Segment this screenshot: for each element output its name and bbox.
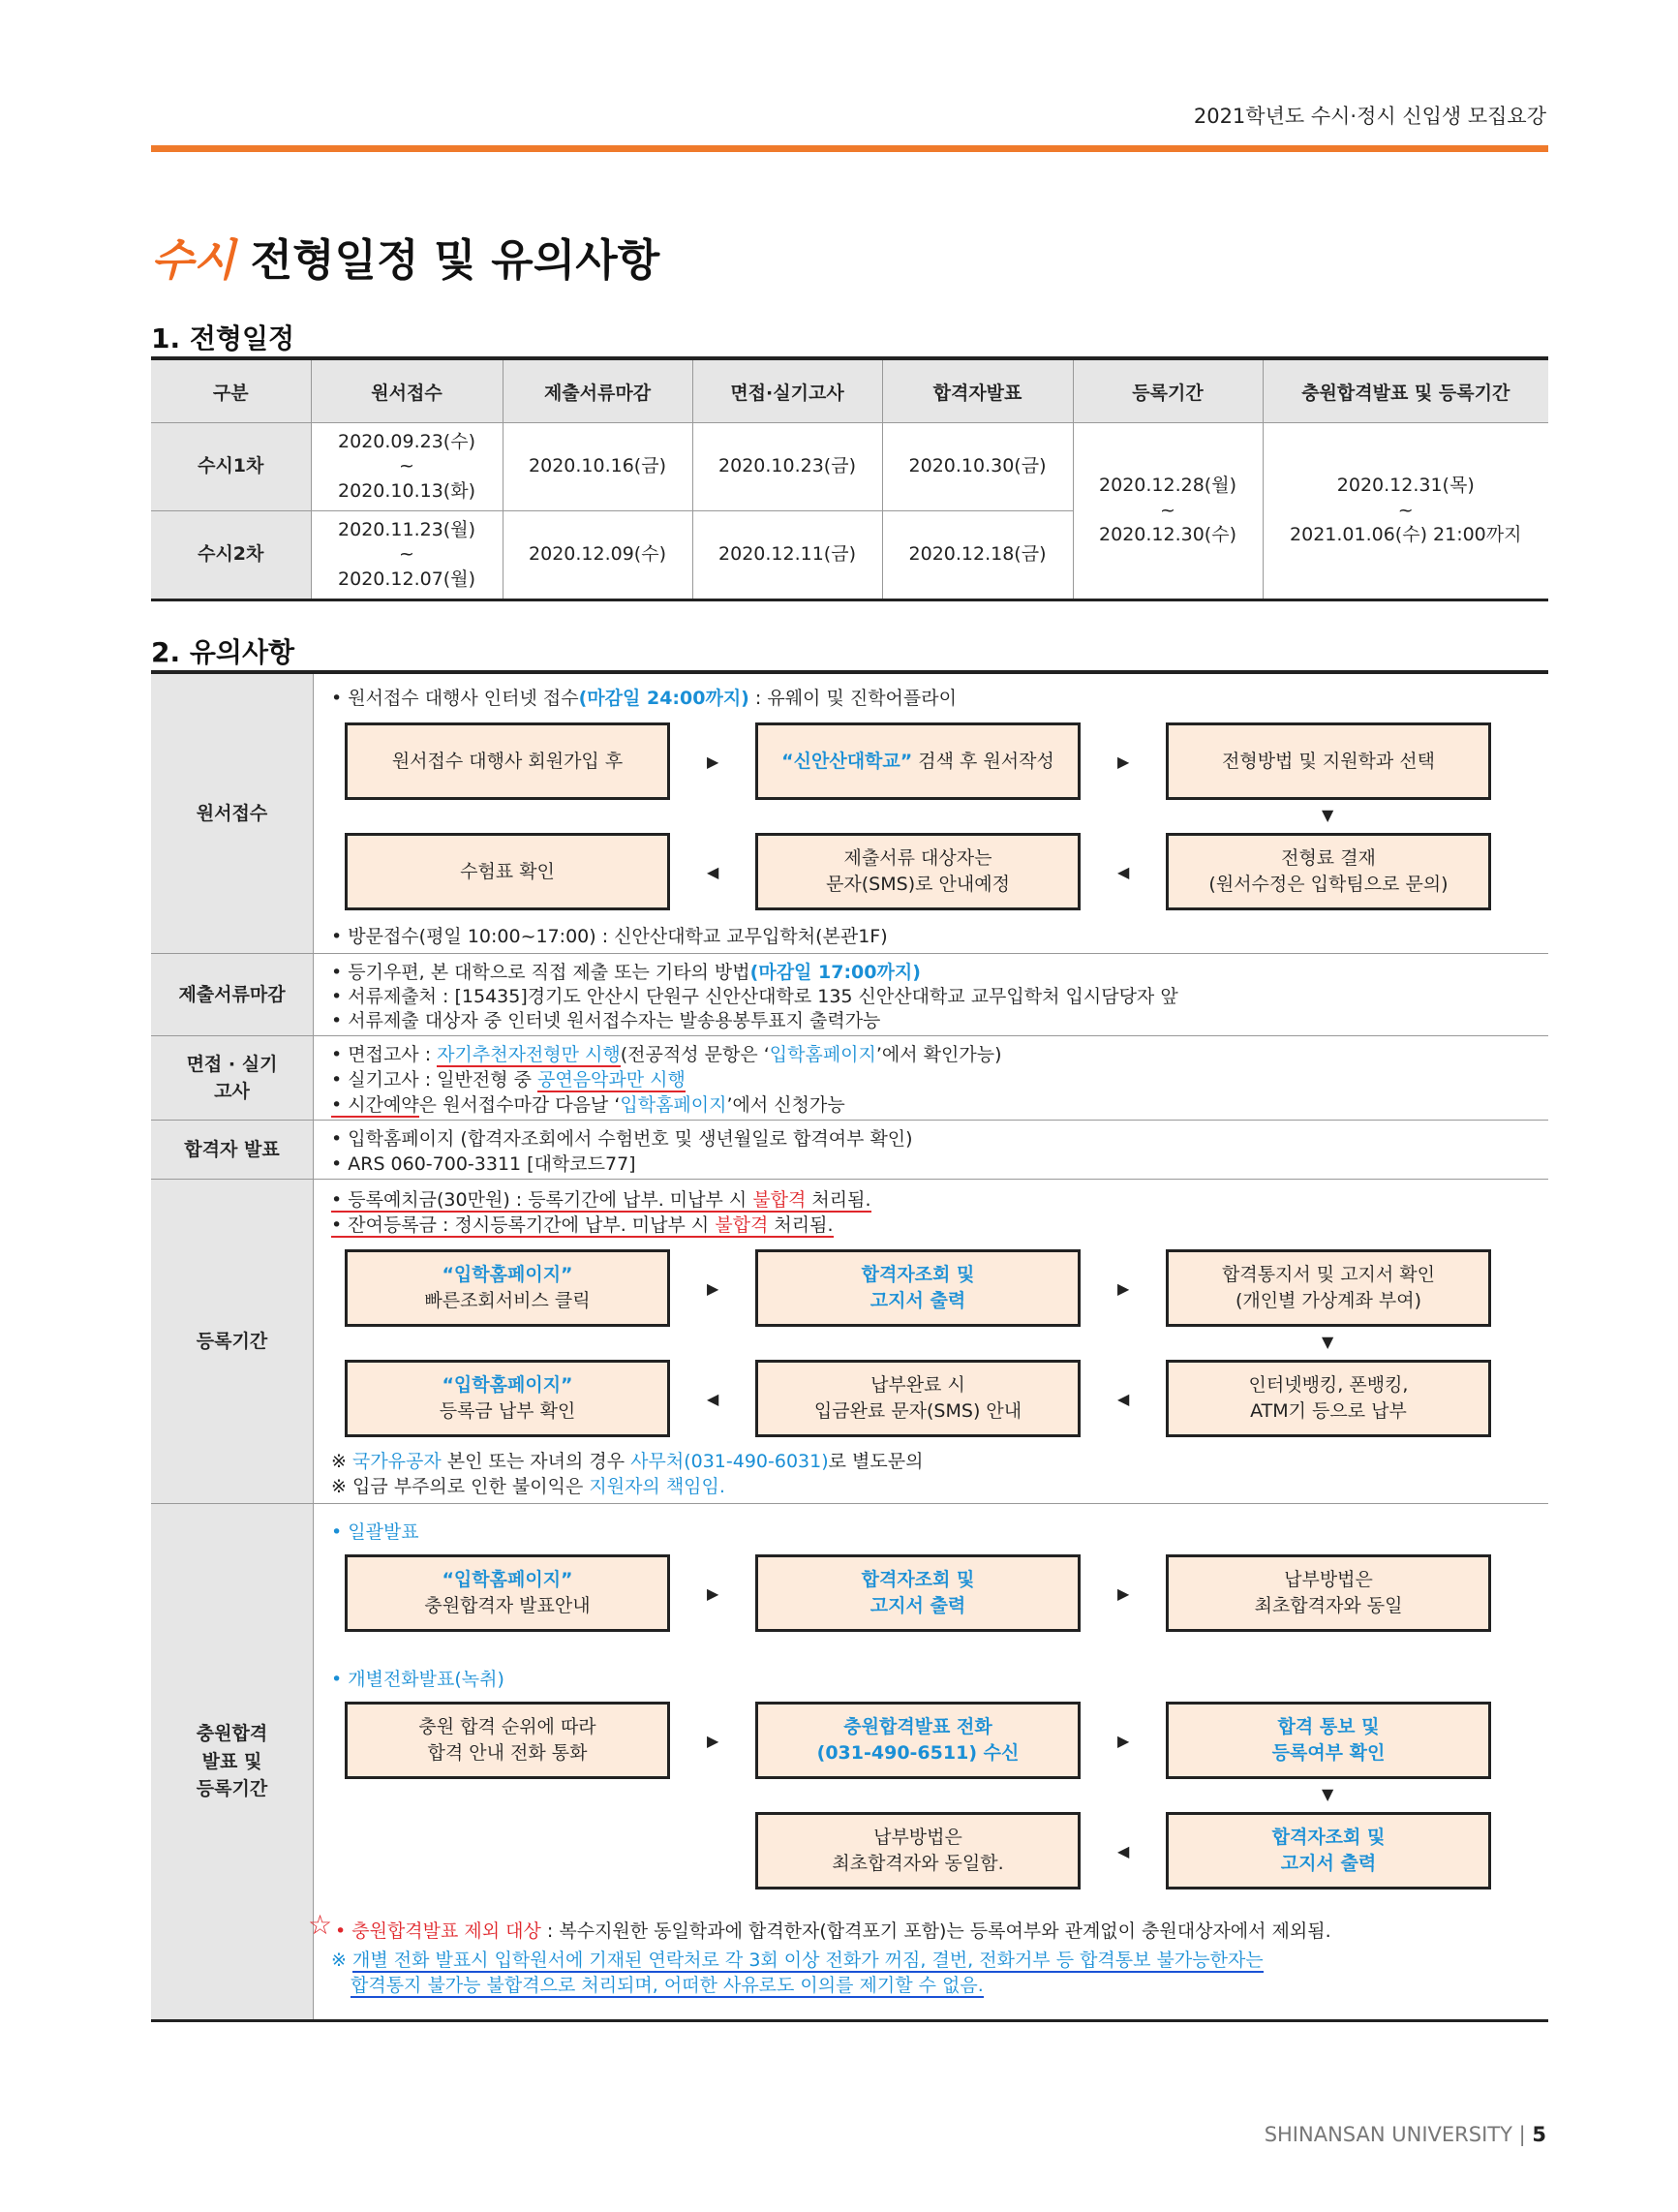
flow-box-invoice3: 합격자조회 및 고지서 출력 <box>1166 1812 1491 1889</box>
arrow-left-icon: ◀ <box>707 1390 719 1408</box>
arrow-right-icon: ▶ <box>1117 1732 1130 1750</box>
reg-note2: ※ 입금 부주의로 인한 불이익은 지원자의 책임임. <box>331 1476 725 1497</box>
star-icon: ☆ <box>308 1909 333 1941</box>
col-header: 제출서류마감 <box>503 358 692 423</box>
result-date: 2020.12.18(금) <box>882 511 1073 600</box>
exam-line1: • 면접고사 : 자기추천자전형만 시행(전공적성 문항은 ‘입학홈페이지’에서 확인가능) <box>331 1044 1002 1065</box>
table-row <box>151 423 1548 511</box>
row-label: 수시2차 <box>151 511 311 600</box>
notes-table <box>151 670 1548 2022</box>
running-header: 2021학년도 수시·정시 신입생 모집요강 <box>1193 105 1546 128</box>
footer: SHINANSAN UNIVERSITY | 5 <box>1264 2123 1546 2146</box>
docs-deadline: 2020.12.09(수) <box>503 511 692 600</box>
row-label: 원서접수 <box>151 672 314 954</box>
reg-period: 2020.12.28(월) ~ 2020.12.30(수) <box>1073 423 1263 600</box>
flow-box-sms: 제출서류 대상자는 문자(SMS)로 안내예정 <box>755 833 1081 910</box>
row-label: 제출서류마감 <box>151 954 314 1036</box>
col-header: 원서접수 <box>311 358 503 423</box>
flow-box-confirm: 합격통지서 및 고지서 확인 (개인별 가상계좌 부여) <box>1166 1249 1491 1327</box>
flow-box-paycheck: “입학홈페이지” 등록금 납부 확인 <box>345 1360 670 1437</box>
arrow-right-icon: ▶ <box>707 753 719 771</box>
title-text: 전형일정 및 유의사항 <box>234 234 660 286</box>
arrow-left-icon: ◀ <box>1117 863 1130 881</box>
notes-row-docs <box>151 954 1548 1036</box>
flow-box-ticket: 수험표 확인 <box>345 833 670 910</box>
row-label: 충원합격 발표 및 등록기간 <box>151 1504 314 2021</box>
col-header: 구분 <box>151 358 311 423</box>
arrow-right-icon: ▶ <box>707 1732 719 1750</box>
schedule-table <box>151 356 1548 601</box>
exam-line2: • 실기고사 : 일반전형 중 공연음악과만 시행 <box>331 1069 686 1091</box>
page-number: 5 <box>1532 2123 1546 2146</box>
notes-row-extra <box>151 1504 1548 2021</box>
arrow-down-icon: ▼ <box>1322 1785 1334 1803</box>
col-header: 면접·실기고사 <box>692 358 882 423</box>
apply-period: 2020.11.23(월) ~ 2020.12.07(월) <box>311 511 503 600</box>
extra-note2: ※ 개별 전화 발표시 입학원서에 기재된 연락처로 각 3회 이상 전화가 꺼짐, 결번, 전화거부 등 합격통보 불가능한자는 <box>331 1950 1264 1971</box>
extra-note3: 합격통지 불가능 불합격으로 처리되며, 어떠한 사유로도 이의를 제기할 수 없음. <box>351 1975 984 1996</box>
docs-line2: • 서류제출처 : [15435]경기도 안산시 단원구 신안산대학로 135 신안산대학교 교무입학처 입시담당자 앞 <box>331 986 1178 1007</box>
row-label: 합격자 발표 <box>151 1121 314 1180</box>
section-title-notes: 2. 유의사항 <box>151 636 295 668</box>
result-content <box>314 1121 1549 1180</box>
flow-box-quicksearch: “입학홈페이지” 빠른조회서비스 클릭 <box>345 1249 670 1327</box>
reg-content <box>314 1180 1549 1504</box>
notes-row-result <box>151 1121 1548 1180</box>
apply-period: 2020.09.23(수) ~ 2020.10.13(화) <box>311 423 503 511</box>
extra-sub1: • 일괄발표 <box>331 1521 419 1543</box>
arrow-left-icon: ◀ <box>1117 1390 1130 1408</box>
apply-content <box>314 672 1549 954</box>
exam-date: 2020.10.23(금) <box>692 423 882 511</box>
page-title <box>151 225 659 288</box>
arrow-down-icon: ▼ <box>1322 806 1334 824</box>
flow-box-same-pay: 납부방법은 최초합격자와 동일 <box>1166 1554 1491 1632</box>
flow-box-signup: 원서접수 대행사 회원가입 후 <box>345 722 670 800</box>
title-accent: 수시 <box>151 234 235 286</box>
header-rule <box>151 145 1548 152</box>
flow-box-banking: 인터넷뱅킹, 폰뱅킹, ATM기 등으로 납부 <box>1166 1360 1491 1437</box>
arrow-left-icon: ◀ <box>707 863 719 881</box>
arrow-left-icon: ◀ <box>1117 1842 1130 1860</box>
schedule-header-row <box>151 358 1548 423</box>
docs-deadline: 2020.10.16(금) <box>503 423 692 511</box>
row-label: 수시1차 <box>151 423 311 511</box>
flow-box-call-receive: 충원합격발표 전화 (031-490-6511) 수신 <box>755 1702 1081 1779</box>
flow-box-confirm-reg: 합격 통보 및 등록여부 확인 <box>1166 1702 1491 1779</box>
section-title-schedule: 1. 전형일정 <box>151 323 295 354</box>
arrow-down-icon: ▼ <box>1322 1333 1334 1351</box>
reg-line1: • 등록예치금(30만원) : 등록기간에 납부. 미납부 시 불합격 처리됨. <box>331 1189 871 1211</box>
arrow-right-icon: ▶ <box>1117 1584 1130 1603</box>
col-header: 등록기간 <box>1073 358 1263 423</box>
row-label: 면접 · 실기 고사 <box>151 1036 314 1121</box>
docs-line3: • 서류제출 대상자 중 인터넷 원서접수자는 발송용봉투표지 출력가능 <box>331 1010 881 1031</box>
flow-box-announce: “입학홈페이지” 충원합격자 발표안내 <box>345 1554 670 1632</box>
result-date: 2020.10.30(금) <box>882 423 1073 511</box>
arrow-right-icon: ▶ <box>1117 753 1130 771</box>
extra-content <box>308 1504 1549 2021</box>
notes-row-reg <box>151 1180 1548 1504</box>
result-line1: • 입학홈페이지 (합격자조회에서 수험번호 및 생년월일로 합격여부 확인) <box>331 1128 913 1150</box>
docs-content <box>314 954 1549 1036</box>
apply-line1: • 원서접수 대행사 인터넷 접수(마감일 24:00까지) : 유웨이 및 진학어플라이 <box>331 688 957 709</box>
col-header: 충원합격발표 및 등록기간 <box>1263 358 1548 423</box>
footer-university: SHINANSAN UNIVERSITY <box>1264 2123 1512 2146</box>
flow-box-same-pay2: 납부방법은 최초합격자와 동일함. <box>755 1812 1081 1889</box>
flow-box-search: “신안산대학교” 검색 후 원서작성 <box>755 722 1081 800</box>
flow-box-select: 전형방법 및 지원학과 선택 <box>1166 722 1491 800</box>
col-header: 합격자발표 <box>882 358 1073 423</box>
flow-box-paid-sms: 납부완료 시 입금완료 문자(SMS) 안내 <box>755 1360 1081 1437</box>
result-line2: • ARS 060-700-3311 [대학코드77] <box>331 1153 636 1175</box>
exam-content <box>314 1036 1549 1121</box>
arrow-right-icon: ▶ <box>707 1279 719 1298</box>
exam-date: 2020.12.11(금) <box>692 511 882 600</box>
flow-box-invoice: 합격자조회 및 고지서 출력 <box>755 1249 1081 1327</box>
extra-sub2: • 개별전화발표(녹취) <box>331 1669 504 1690</box>
notes-row-apply <box>151 672 1548 954</box>
notes-row-exam <box>151 1036 1548 1121</box>
apply-line2: • 방문접수(평일 10:00~17:00) : 신안산대학교 교무입학처(본관1F) <box>331 926 888 947</box>
arrow-right-icon: ▶ <box>707 1584 719 1603</box>
flow-box-payment: 전형료 결재 (원서수정은 입학팀으로 문의) <box>1166 833 1491 910</box>
docs-line1: • 등기우편, 본 대학으로 직접 제출 또는 기타의 방법(마감일 17:00까지) <box>331 962 921 983</box>
extra-note1: • 충원합격발표 제외 대상 : 복수지원한 동일학과에 합격한자(합격포기 포함)는 등록여부와 관계없이 충원대상자에서 제외됨. <box>335 1920 1331 1942</box>
flow-box-invoice2: 합격자조회 및 고지서 출력 <box>755 1554 1081 1632</box>
reg-line2: • 잔여등록금 : 정시등록기간에 납부. 미납부 시 불합격 처리됨. <box>331 1214 834 1236</box>
exam-line3: • 시간예약은 원서접수마감 다음날 ‘입학홈페이지’에서 신청가능 <box>331 1094 845 1116</box>
row-label: 등록기간 <box>151 1180 314 1504</box>
reg-note1: ※ 국가유공자 본인 또는 자녀의 경우 사무처(031-490-6031)로 별도문의 <box>331 1451 924 1472</box>
arrow-right-icon: ▶ <box>1117 1279 1130 1298</box>
extra-period: 2020.12.31(목) ~ 2021.01.06(수) 21:00까지 <box>1263 423 1548 600</box>
flow-box-call-order: 충원 합격 순위에 따라 합격 안내 전화 통화 <box>345 1702 670 1779</box>
